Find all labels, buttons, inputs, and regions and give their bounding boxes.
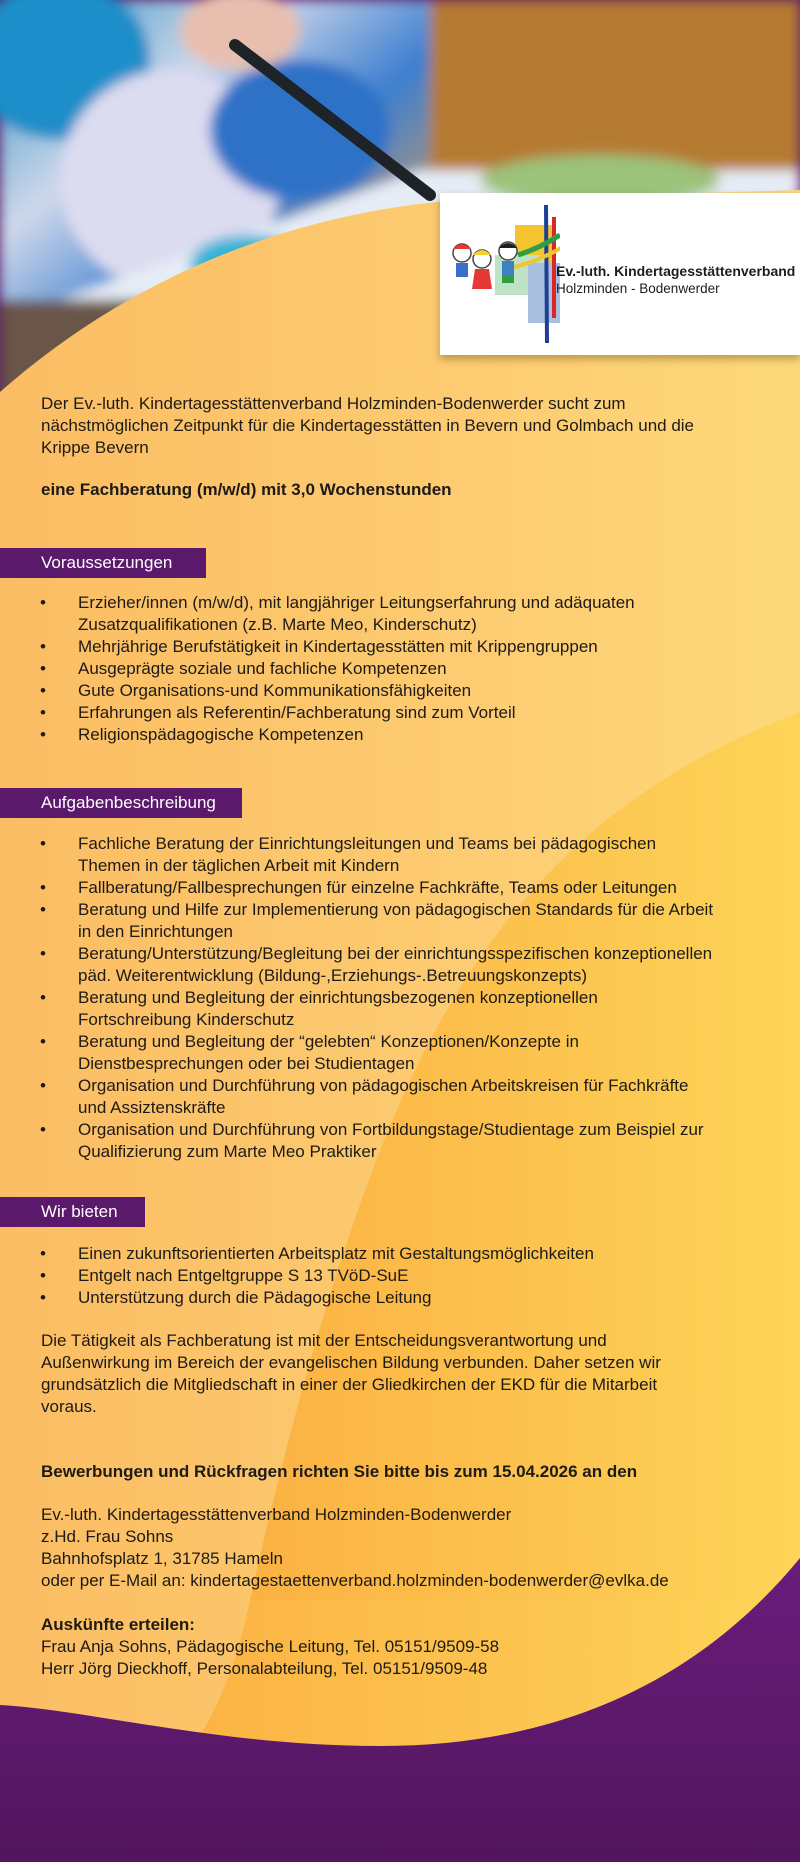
list-item xyxy=(0,899,760,943)
bullet-icon: • xyxy=(40,1120,46,1139)
bullet-icon: • xyxy=(40,1266,46,1285)
bullet-icon: • xyxy=(40,900,46,919)
logo-org-location: Holzminden - Bodenwerder xyxy=(556,281,720,296)
list-item xyxy=(0,636,760,658)
note-line: Die Tätigkeit als Fachberatung ist mit der Entscheidungsverantwortung und xyxy=(41,1331,607,1350)
logo-graphic-icon xyxy=(440,193,560,355)
bullet-icon: • xyxy=(40,1032,46,1051)
list-item xyxy=(0,680,760,702)
list-item xyxy=(0,943,760,987)
application-deadline: Bewerbungen und Rückfragen richten Sie bitte bis zum 15.04.2026 an den xyxy=(41,1462,638,1481)
intro-line: Krippe Bevern xyxy=(41,438,149,457)
bullet-icon: • xyxy=(40,637,46,656)
bullet-icon: • xyxy=(40,988,46,1007)
contacts-heading: Auskünfte erteilen: xyxy=(41,1615,195,1634)
list-item-text: Beratung und Begleitung der einrichtungsbezogenen konzeptionellen xyxy=(78,988,598,1007)
list-item-text: Erzieher/innen (m/w/d), mit langjähriger Leitungserfahrung und adäquaten xyxy=(78,593,635,612)
list-item-text: Unterstützung durch die Pädagogische Leitung xyxy=(78,1288,432,1307)
list-item-text: Erfahrungen als Referentin/Fachberatung sind zum Vorteil xyxy=(78,703,516,722)
contacts-block xyxy=(41,1614,761,1680)
bullet-icon: • xyxy=(40,944,46,963)
list-item xyxy=(0,1119,760,1163)
list-item-text: Beratung und Begleitung der “gelebten“ Konzeptionen/Konzepte in xyxy=(78,1032,579,1051)
list-item xyxy=(0,1031,760,1075)
section-header-aufgabenbeschreibung: Aufgabenbeschreibung xyxy=(0,788,242,818)
contact-person: Herr Jörg Dieckhoff, Personalabteilung, Tel. 05151/9509-48 xyxy=(41,1659,488,1678)
address-line: z.Hd. Frau Sohns xyxy=(41,1527,174,1546)
note-line: voraus. xyxy=(41,1397,97,1416)
bullet-icon: • xyxy=(40,878,46,897)
intro-line: nächstmöglichen Zeitpunkt für die Kindertagesstätten in Bevern und Golmbach und die xyxy=(41,416,695,435)
list-item xyxy=(0,658,760,680)
list-item-text: Qualifizierung zum Marte Meo Praktiker xyxy=(78,1142,377,1161)
list-item xyxy=(0,592,760,636)
list-item-text: Themen in der täglichen Arbeit mit Kindern xyxy=(78,856,400,875)
email-line xyxy=(41,1570,761,1592)
list-item xyxy=(0,702,760,724)
list-item-text: Einen zukunftsorientierten Arbeitsplatz mit Gestaltungsmöglichkeiten xyxy=(78,1244,594,1263)
list-item-text: Zusatzqualifikationen (z.B. Marte Meo, Kinderschutz) xyxy=(78,615,477,634)
bullet-icon: • xyxy=(40,659,46,678)
list-item-text: Dienstbesprechungen oder bei Studientagen xyxy=(78,1054,415,1073)
address-line: Ev.-luth. Kindertagesstättenverband Holzminden-Bodenwerder xyxy=(41,1505,512,1524)
logo-org-name: Ev.-luth. Kindertagesstättenverband xyxy=(556,263,796,279)
membership-note xyxy=(41,1330,761,1418)
intro-paragraph xyxy=(41,393,761,459)
email-prefix: oder per E-Mail an: xyxy=(41,1571,191,1590)
list-item-text: und Assiztenskräfte xyxy=(78,1098,226,1117)
address-line: Bahnhofsplatz 1, 31785 Hameln xyxy=(41,1549,283,1568)
contact-person: Frau Anja Sohns, Pädagogische Leitung, Tel. 05151/9509-58 xyxy=(41,1637,500,1656)
benefits-list xyxy=(0,1243,760,1309)
list-item-text: Ausgeprägte soziale und fachliche Kompetenzen xyxy=(78,659,447,678)
list-item xyxy=(0,877,760,899)
list-item-text: Religionspädagogische Kompetenzen xyxy=(78,725,364,744)
list-item-text: Organisation und Durchführung von Fortbildungstage/Studientage zum Beispiel zur xyxy=(78,1120,704,1139)
list-item-text: Entgelt nach Entgeltgruppe S 13 TVöD-SuE xyxy=(78,1266,409,1285)
list-item xyxy=(0,987,760,1031)
section-header-wir-bieten: Wir bieten xyxy=(0,1197,145,1227)
requirements-list xyxy=(0,592,760,746)
list-item-text: Beratung/Unterstützung/Begleitung bei der einrichtungsspezifischen konzeptionellen xyxy=(78,944,713,963)
bullet-icon: • xyxy=(40,681,46,700)
position-title: eine Fachberatung (m/w/d) mit 3,0 Wochenstunden xyxy=(41,480,452,499)
application-address xyxy=(41,1504,761,1592)
list-item-text: Fallberatung/Fallbesprechungen für einzelne Fachkräfte, Teams oder Leitungen xyxy=(78,878,677,897)
bullet-icon: • xyxy=(40,1244,46,1263)
bullet-icon: • xyxy=(40,1076,46,1095)
list-item xyxy=(0,724,760,746)
bullet-icon: • xyxy=(40,593,46,612)
list-item-text: in den Einrichtungen xyxy=(78,922,234,941)
list-item-text: päd. Weiterentwicklung (Bildung-,Erziehungs-.Betreuungskonzepts) xyxy=(78,966,588,985)
bullet-icon: • xyxy=(40,725,46,744)
list-item-text: Organisation und Durchführung von pädagogischen Arbeitskreisen für Fachkräfte xyxy=(78,1076,689,1095)
list-item xyxy=(0,1265,760,1287)
list-item-text: Gute Organisations-und Kommunikationsfähigkeiten xyxy=(78,681,472,700)
organization-logo xyxy=(440,193,800,355)
tasks-list xyxy=(0,833,760,1163)
intro-line: Der Ev.-luth. Kindertagesstättenverband Holzminden-Bodenwerder sucht zum xyxy=(41,394,626,413)
section-header-voraussetzungen: Voraussetzungen xyxy=(0,548,206,578)
list-item-text: Beratung und Hilfe zur Implementierung von pädagogischen Standards für die Arbeit xyxy=(78,900,714,919)
note-line: Außenwirkung im Bereich der evangelischen Bildung verbunden. Daher setzen wir xyxy=(41,1353,661,1372)
list-item xyxy=(0,1075,760,1119)
bullet-icon: • xyxy=(40,703,46,722)
bullet-icon: • xyxy=(40,1288,46,1307)
list-item-text: Fortschreibung Kinderschutz xyxy=(78,1010,295,1029)
note-line: grundsätzlich die Mitgliedschaft in einer der Gliedkirchen der EKD für die Mitarbeit xyxy=(41,1375,658,1394)
list-item xyxy=(0,1243,760,1265)
list-item-text: Mehrjährige Berufstätigkeit in Kindertagesstätten mit Krippengruppen xyxy=(78,637,598,656)
list-item xyxy=(0,1287,760,1309)
list-item-text: Fachliche Beratung der Einrichtungsleitungen und Teams bei pädagogischen xyxy=(78,834,657,853)
bullet-icon: • xyxy=(40,834,46,853)
email-link[interactable]: kindertagestaettenverband.holzminden-bodenwerder@evlka.de xyxy=(190,1571,669,1590)
list-item xyxy=(0,833,760,877)
